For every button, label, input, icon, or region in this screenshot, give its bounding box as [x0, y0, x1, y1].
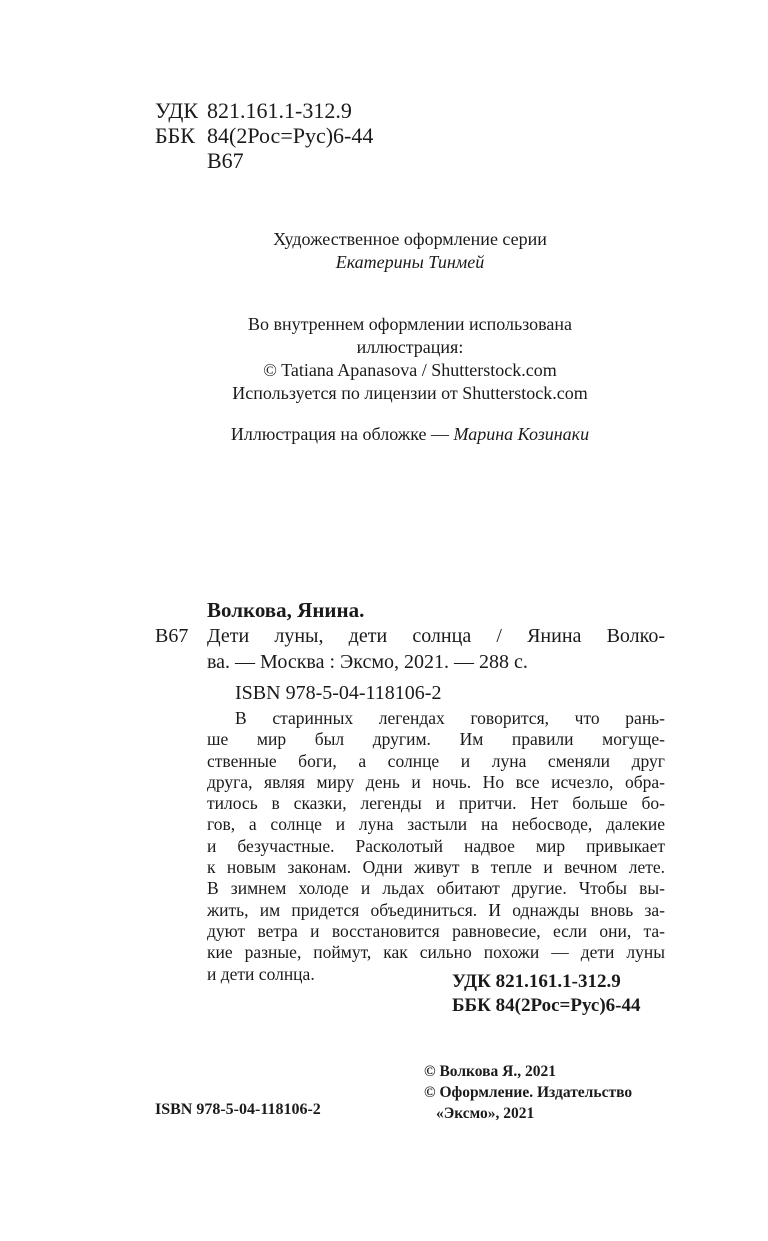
illustration-credit-line3: © Tatiana Apanasova / Shutterstock.com [263, 360, 557, 380]
udk-value: 821.161.1-312.9 [207, 98, 352, 123]
annotation-line: и дети солнца. [207, 963, 315, 984]
catalog-bibliographic-entry [207, 623, 665, 675]
author-sign-top: В67 [207, 148, 244, 173]
bbk-value: 84(2Рос=Рус)6-44 [207, 123, 374, 148]
annotation-line: друга, являя миру день и ночь. Но все исчезло, обра- [207, 771, 665, 792]
annotation-line: дуют ветра и восстановится равновесие, если они, та- [207, 920, 665, 941]
annotation-line: и безучастные. Расколотый надвое мир привыкает [207, 835, 665, 856]
copyright-design: © Оформление. Издательство [424, 1084, 633, 1101]
annotation-line: гов, а солнце и луна застыли на небосводе, далекие [207, 814, 665, 835]
annotation-line: ше мир был другим. Им правили могуще- [207, 729, 665, 750]
annotation-line: жить, им придется объединиться. И однажды вновь за- [207, 899, 665, 920]
cover-credit-artist: Марина Козинаки [453, 424, 590, 444]
annotation-line: В зимнем холоде и льдах обитают другие. Чтобы вы- [207, 878, 665, 899]
udk-label: УДК [155, 98, 199, 123]
series-design-block [0, 228, 768, 274]
catalog-isbn: ISBN 978-5-04-118106-2 [235, 682, 442, 704]
copyright-publisher: «Эксмо», 2021 [436, 1105, 535, 1122]
illustration-credit-line1: Во внутреннем оформлении использована [247, 314, 573, 334]
copyright-author: © Волкова Я., 2021 [424, 1063, 556, 1080]
series-design-line1: Художественное оформление серии [273, 229, 547, 249]
cover-credit [0, 423, 768, 446]
catalog-annotation [207, 708, 665, 985]
bbk-label: ББК [155, 123, 195, 148]
annotation-line: ственные боги, а солнце и луна сменяли друг [207, 750, 665, 771]
bbk-line [155, 122, 373, 149]
catalog-udk-bold: УДК 821.161.1-312.9 [452, 971, 621, 992]
annotation-line: к новым законам. Одни живут в тепле и вечном лете. [207, 857, 665, 878]
catalog-entry-line1: Дети луны, дети солнца / Янина Волко- [207, 625, 665, 647]
series-design-artist: Екатерины Тинмей [335, 252, 485, 272]
catalog-author: Волкова, Янина. [207, 598, 365, 622]
catalog-sign: В67 [155, 625, 189, 647]
catalog-bbk-bold: ББК 84(2Рос=Рус)6-44 [452, 995, 641, 1016]
cover-credit-prefix: Иллюстрация на обложке — [230, 424, 454, 444]
footer-isbn: ISBN 978-5-04-118106-2 [155, 1101, 321, 1118]
annotation-line: тилось в сказки, легенды и притчи. Нет больше бо- [207, 793, 665, 814]
catalog-entry-line2: ва. — Москва : Эксмо, 2021. — 288 с. [207, 651, 528, 673]
illustration-credit-line4: Используется по лицензии от Shutterstock.com [232, 383, 588, 403]
illustration-credit-line2: иллюстрация: [356, 337, 464, 357]
annotation-line: В старинных легендах говорится, что рань- [235, 708, 665, 728]
annotation-line: кие разные, поймут, как сильно похожи — дети луны [207, 942, 665, 963]
udk-line [155, 97, 352, 124]
illustration-credit-block [0, 313, 768, 405]
